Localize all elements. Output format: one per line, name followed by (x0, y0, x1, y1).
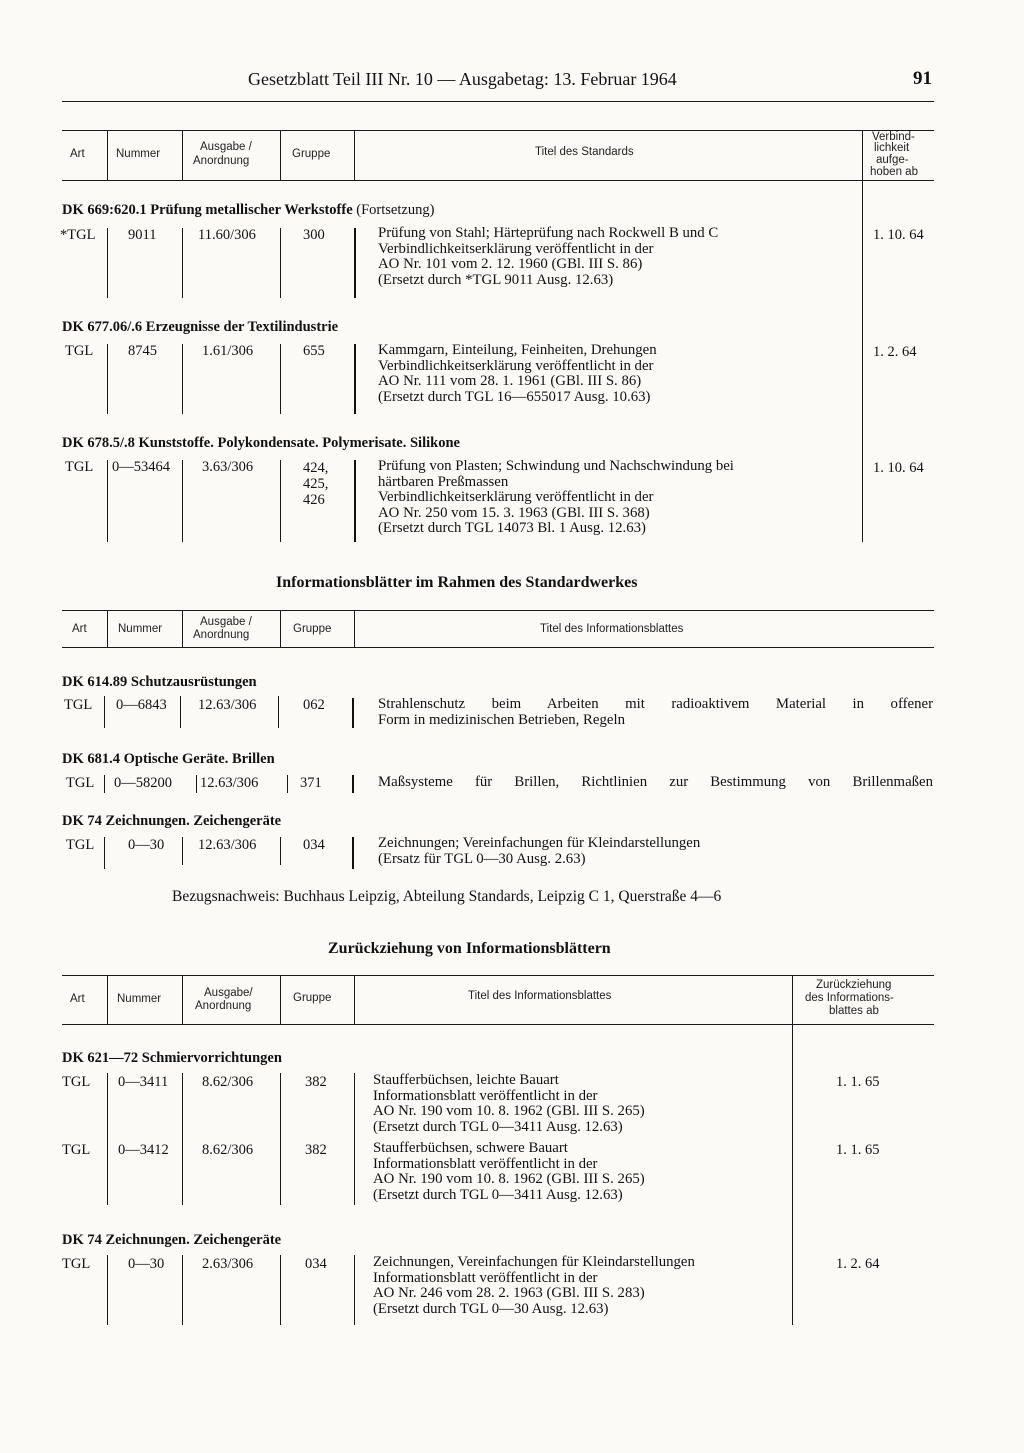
cell-nummer: 0—30 (128, 837, 165, 853)
section-heading: Zurückziehung von Informationsblättern (328, 940, 611, 957)
cell-gruppe: 424, 425, 426 (303, 460, 329, 508)
cell-datum: 1. 10. 64 (873, 460, 924, 476)
col-header-titel: Titel des Informationsblattes (468, 990, 612, 1002)
dk-group-heading: DK 74 Zeichnungen. Zeichengeräte (62, 813, 282, 829)
cell-titel: Strahlenschutz beim Arbeiten mit radioaktivem Material in offener Form in medizinischen Betrieben, Regeln (378, 696, 933, 728)
col-header-ausgabe: Ausgabe / (200, 141, 252, 153)
cell-gruppe: 034 (303, 837, 325, 853)
cell-datum: 1. 10. 64 (873, 227, 924, 243)
running-header: Gesetzblatt Teil III Nr. 10 — Ausgabetag: 13. Februar 1964 (248, 69, 677, 89)
cell-nummer: 0—6843 (116, 697, 167, 713)
cell-art: *TGL (60, 227, 96, 243)
dk-group-heading: DK 669:620.1 Prüfung metallischer Werkstoffe (Fortsetzung) (62, 202, 435, 218)
cell-art: TGL (66, 837, 95, 853)
bezugsnachweis: Bezugsnachweis: Buchhaus Leipzig, Abteilung Standards, Leipzig C 1, Querstraße 4—6 (172, 888, 722, 905)
cell-datum: 1. 2. 64 (836, 1256, 880, 1272)
cell-gruppe: 371 (300, 775, 322, 791)
section-heading: Informationsblätter im Rahmen des Standardwerkes (276, 574, 638, 591)
cell-ausgabe: 12.63/306 (198, 697, 257, 713)
dk-group-heading: DK 74 Zeichnungen. Zeichengeräte (62, 1232, 282, 1248)
cell-datum: 1. 1. 65 (836, 1142, 880, 1158)
page-number: 91 (913, 68, 932, 89)
cell-gruppe: 034 (305, 1256, 327, 1272)
cell-datum: 1. 2. 64 (873, 344, 917, 360)
cell-art: TGL (62, 1256, 91, 1272)
cell-ausgabe: 3.63/306 (202, 459, 254, 475)
gazette-page: Gesetzblatt Teil III Nr. 10 — Ausgabetag: 13. Februar 1964 91 Art Nummer Ausgabe / Anordnung Gruppe Titel des Standards Verbind- lichkeit aufge- hoben ab DK 669:620.1 Prüfung metallischer Werkstoffe (Fortsetzung) *TGL 9011 11.60/306 300 Prüfung von Stahl; Härteprüfung nach Rockwell B und C Verbindlichkeitserklärung veröffentlicht in der AO Nr. 101 vom 2. 12. 1960 (GBl. III S. 86) (Ersetzt durch *TGL 9011 Ausg. 12.63) 1. 10. 64 DK 677.06/.6 Erzeugnisse der Textilindustrie TGL 8745 1.61/306 655 Kammgarn, Einteilung, Feinheiten, Drehungen Verbindlichkeitserklärung veröffentlicht in der AO Nr. 111 vom 28. 1. 1961 (GBl. III S. 86) (Ersetzt durch TGL 16—655017 Ausg. 10.63) 1. 2. 64 DK 678.5/.8 Kunststoffe. Polykondensate. Polymerisate. Silikone TGL 0—53464 3.63/306 424, 425, 426 Prüfung von Plasten; Schwindung und Nachschwindung bei härtbaren Preßmassen Verbindlichkeitserklärung veröffentlicht in der AO Nr. 250 vom 15. 3. 1963 (GBl. III S. 368) (Ersetzt durch TGL 14073 Bl. 1 Ausg. 12.63) 1. 10. 64 Informationsblätter im Rahmen des Standardwerkes Art Nummer Ausgabe / Anordnung Gruppe Titel des Informationsblattes DK 614.89 Schutzausrüstungen TGL 0—6843 12.63/306 062 Strahlenschutz beim Arbeiten mit radioaktivem Material in offener Form in medizinischen Betrieben, Regeln DK 681.4 Optische Geräte. Brillen TGL 0—58200 12.63/306 371 Maßsysteme für Brillen, Richtlinien zur Bestimmung von Brillenmaßen DK 74 Zeichnungen. Zeichengeräte TGL 0—30 12.63/306 034 Zeichnungen; Vereinfachungen für Kleindarstellungen (Ersatz für TGL 0—30 Ausg. 2.63) Bezugsnachweis: Buchhaus Leipzig, Abteilung Standards, Leipzig C 1, Querstraße 4—6 Zurückziehung von Informationsblättern Art Nummer Ausgabe/ Anordnung Gruppe Titel des Informationsblattes Zurückziehung des Informations- blattes ab DK 621—72 Schmiervorrichtungen TGL 0—3411 8.62/306 382 Staufferbüchsen, leichte Bauart Informationsblatt veröffentlicht in der AO Nr. 190 vom 10. 8. 1962 (GBl. III S. 265) (Ersetzt durch TGL 0—3411 Ausg. 12.63) 1. 1. 65 TGL 0—3412 8.62/306 382 Staufferbüchsen, schwere Bauart Informationsblatt veröffentlicht in der AO Nr. 190 vom 10. 8. 1962 (GBl. III S. 265) (Ersetzt durch TGL 0—3411 Ausg. 12.63) 1. 1. 65 DK 74 Zeichnungen. Zeichengeräte TGL 0—30 2.63/306 034 Zeichnungen, Vereinfachungen für Kleindarstellungen Informationsblatt veröffentlicht in der AO Nr. 246 vom 28. 2. 1963 (GBl. III S. 283) (Ersetzt durch TGL 0—30 Ausg. 12.63) 1. 2. 64 (0, 0, 1024, 1453)
cell-titel: Zeichnungen, Vereinfachungen für Kleindarstellungen Informationsblatt veröffentlicht in der AO Nr. 246 vom 28. 2. 1963 (GBl. III S. 283) (Ersetzt durch TGL 0—30 Ausg. 12.63) (373, 1254, 695, 1317)
dk-group-heading: DK 614.89 Schutzausrüstungen (62, 674, 257, 690)
cell-gruppe: 300 (303, 227, 325, 243)
col-header-gruppe: Gruppe (292, 148, 331, 160)
cell-ausgabe: 1.61/306 (202, 343, 254, 359)
cell-nummer: 0—3412 (118, 1142, 169, 1158)
cell-ausgabe: 11.60/306 (198, 227, 256, 243)
cell-gruppe: 062 (303, 697, 325, 713)
col-header-art: Art (70, 148, 85, 160)
cell-ausgabe: 8.62/306 (202, 1074, 254, 1090)
table-head-rule (62, 180, 934, 181)
cell-ausgabe: 8.62/306 (202, 1142, 254, 1158)
cell-titel: Staufferbüchsen, leichte Bauart Informationsblatt veröffentlicht in der AO Nr. 190 vom 10. 8. 1962 (GBl. III S. 265) (Ersetzt durch TGL 0—3411 Ausg. 12.63) (373, 1072, 645, 1135)
col-header-ausgabe: Ausgabe / (200, 616, 252, 628)
col-header-art: Art (72, 623, 87, 635)
cell-titel: Prüfung von Stahl; Härteprüfung nach Rockwell B und C Verbindlichkeitserklärung veröffentlicht in der AO Nr. 101 vom 2. 12. 1960 (GBl. III S. 86) (Ersetzt durch *TGL 9011 Ausg. 12.63) (378, 225, 719, 288)
cell-nummer: 0—3411 (118, 1074, 169, 1090)
cell-nummer: 9011 (128, 227, 157, 243)
dk-group-heading: DK 678.5/.8 Kunststoffe. Polykondensate. Polymerisate. Silikone (62, 435, 460, 451)
cell-titel: Staufferbüchsen, schwere Bauart Informationsblatt veröffentlicht in der AO Nr. 190 vom 10. 8. 1962 (GBl. III S. 265) (Ersetzt durch TGL 0—3411 Ausg. 12.63) (373, 1140, 645, 1203)
dk-group-heading: DK 677.06/.6 Erzeugnisse der Textilindustrie (62, 319, 339, 335)
cell-ausgabe: 2.63/306 (202, 1256, 254, 1272)
col-header-nummer: Nummer (117, 993, 162, 1005)
table-top-rule (62, 130, 934, 131)
cell-nummer: 0—58200 (114, 775, 172, 791)
cell-datum: 1. 1. 65 (836, 1074, 880, 1090)
cell-art: TGL (62, 1074, 91, 1090)
cell-art: TGL (65, 343, 94, 359)
cell-art: TGL (65, 459, 94, 475)
cell-nummer: 0—53464 (112, 459, 170, 475)
header-rule (62, 101, 934, 102)
col-header-titel: Titel des Informationsblattes (540, 623, 684, 635)
col-header-nummer: Nummer (116, 148, 161, 160)
cell-nummer: 0—30 (128, 1256, 165, 1272)
cell-titel: Maßsysteme für Brillen, Richtlinien zur Bestimmung von Brillenmaßen (378, 774, 933, 790)
cell-titel: Kammgarn, Einteilung, Feinheiten, Drehungen Verbindlichkeitserklärung veröffentlicht in der AO Nr. 111 vom 28. 1. 1961 (GBl. III S. 86) (Ersetzt durch TGL 16—655017 Ausg. 10.63) (378, 342, 657, 405)
col-header-titel: Titel des Standards (535, 146, 634, 158)
cell-gruppe: 382 (305, 1074, 327, 1090)
cell-titel: Zeichnungen; Vereinfachungen für Kleindarstellungen (Ersatz für TGL 0—30 Ausg. 2.63) (378, 835, 701, 867)
col-header-zurueckziehung: Zurückziehung (816, 979, 892, 991)
col-header-art: Art (70, 993, 85, 1005)
cell-ausgabe: 12.63/306 (200, 775, 259, 791)
col-header-verbindlichkeit: Verbind- (872, 131, 915, 143)
col-header-ausgabe: Ausgabe/ (204, 987, 253, 999)
dk-group-heading: DK 681.4 Optische Geräte. Brillen (62, 751, 275, 767)
col-header-nummer: Nummer (118, 623, 163, 635)
cell-ausgabe: 12.63/306 (198, 837, 257, 853)
cell-art: TGL (62, 1142, 91, 1158)
cell-titel: Prüfung von Plasten; Schwindung und Nachschwindung bei härtbaren Preßmassen Verbindlichkeitserklärung veröffentlicht in der AO Nr. 250 vom 15. 3. 1963 (GBl. III S. 368) (Ersetzt durch TGL 14073 Bl. 1 Ausg. 12.63) (378, 458, 734, 537)
cell-art: TGL (64, 697, 93, 713)
cell-art: TGL (66, 775, 95, 791)
col-header-gruppe: Gruppe (293, 992, 332, 1004)
cell-gruppe: 382 (305, 1142, 327, 1158)
cell-gruppe: 655 (303, 343, 325, 359)
col-header-gruppe: Gruppe (293, 623, 332, 635)
cell-nummer: 8745 (128, 343, 157, 359)
dk-group-heading: DK 621—72 Schmiervorrichtungen (62, 1050, 282, 1066)
